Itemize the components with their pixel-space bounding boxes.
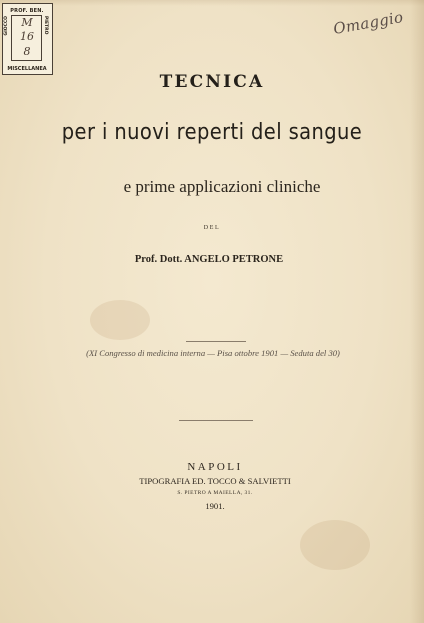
stamp-footer: MISCELLANEA xyxy=(7,66,47,72)
publisher-address: S. PIETRO A MAIELLA, 31. xyxy=(177,490,253,496)
document-subtitle: per i nuovi reperti del sangue xyxy=(61,118,363,145)
publisher-city: NAPOLI xyxy=(187,461,243,473)
stamp-side-left: GIOCCO xyxy=(4,16,9,36)
author-name: Prof. Dott. ANGELO PETRONE xyxy=(134,254,284,265)
document-title: TECNICA xyxy=(159,72,265,92)
paper-stain xyxy=(90,300,150,340)
divider-rule xyxy=(186,341,246,342)
stamp-handwriting-line: 16 xyxy=(20,30,34,43)
stamp-side-right: PIETRO xyxy=(43,16,48,35)
page-top-shadow xyxy=(0,0,424,6)
page-edge-shadow xyxy=(410,0,424,623)
stamp-handwriting-line: 8 xyxy=(23,45,31,58)
publication-year: 1901. xyxy=(205,501,225,511)
library-stamp xyxy=(2,3,53,75)
handwritten-dedication: Omaggio xyxy=(331,8,405,38)
author-preposition: DEL xyxy=(203,225,221,231)
stamp-handwriting-line: M xyxy=(21,16,33,29)
publisher-printer: TIPOGRAFIA ED. TOCCO & SALVIETTI xyxy=(139,476,291,486)
stamp-header: PROF. BEN. xyxy=(10,8,44,14)
divider-rule xyxy=(179,420,253,421)
paper-stain xyxy=(300,520,370,570)
document-subtitle-secondary: e prime applicazioni cliniche xyxy=(123,177,321,196)
congress-note: (XI Congresso di medicina interna — Pisa ottobre 1901 — Seduta del 30) xyxy=(86,348,340,358)
